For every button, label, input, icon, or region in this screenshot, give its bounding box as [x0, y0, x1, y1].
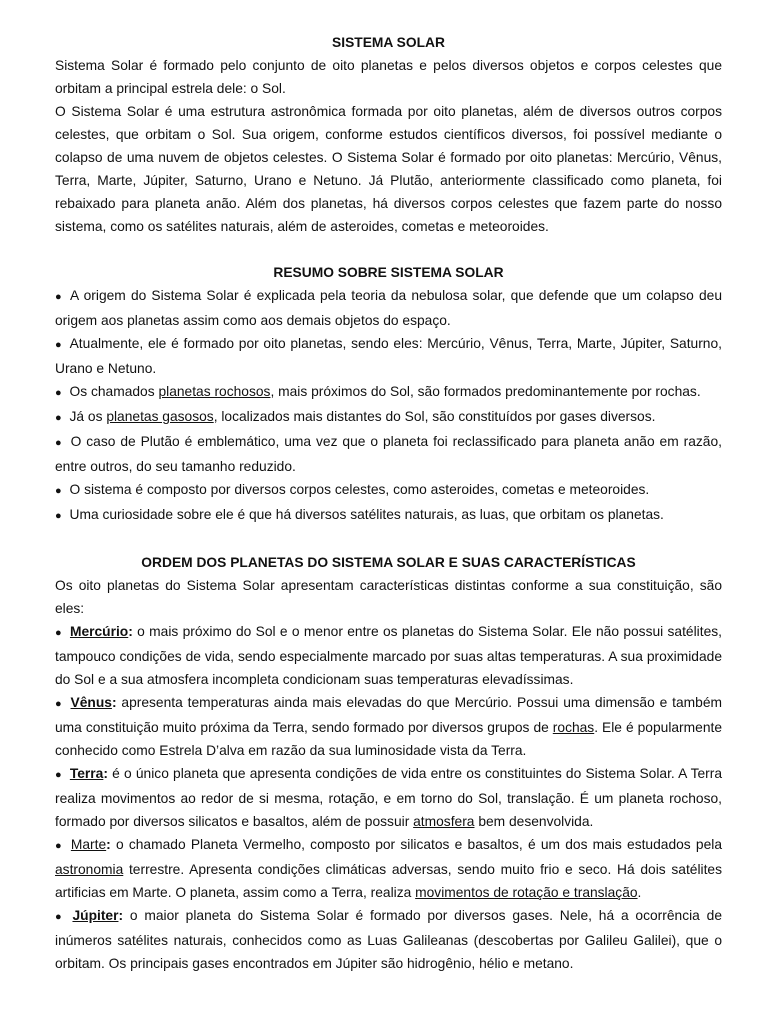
link-movimentos[interactable]: movimentos de rotação e translação [415, 885, 638, 900]
paragraph-planets-intro: Os oito planetas do Sistema Solar apresentam características distintas conforme a sua constituição, são eles: [55, 578, 722, 616]
list-item-jupiter: ● Júpiter: o maior planeta do Sistema Solar é formado por diversos gases. Nele, há a ocorrência de inúmeros satélites naturais, conhecidos como as Luas Galileanas (descobertas por Galileu Galilei), que o orbitam. Os principais gases encontrados em Júpiter são hidrogênio, hélio e metano. [55, 908, 722, 971]
list-item: ● O sistema é composto por diversos corpos celestes, como asteroides, cometas e meteoroides. [55, 478, 722, 503]
link-atmosfera[interactable]: atmosfera [413, 814, 475, 829]
list-item-mercurio: ● Mercúrio: o mais próximo do Sol e o menor entre os planetas do Sistema Solar. Ele não possui satélites, tampouco condições de vida, sendo especialmente marcado por suas altas temperaturas. A sua proximidade do Sol e a sua atmosfera incompleta condicionam suas temperaturas elevadíssimas. [55, 624, 722, 687]
list-item: ● A origem do Sistema Solar é explicada pela teoria da nebulosa solar, que defende que um colapso deu origem aos planetas assim como aos demais objetos do espaço. [55, 288, 722, 328]
list-item: ● Já os planetas gasosos, localizados mais distantes do Sol, são constituídos por gases diversos. [55, 405, 722, 430]
list-item: ● Os chamados planetas rochosos, mais próximos do Sol, são formados predominantemente por rochas. [55, 380, 722, 405]
section-title-sistema-solar: SISTEMA SOLAR [332, 35, 445, 50]
bullet-icon: ● [55, 387, 62, 399]
section-title-resumo: RESUMO SOBRE SISTEMA SOLAR [273, 265, 504, 280]
link-venus[interactable]: Vênus [70, 695, 112, 710]
list-item-venus: ● Vênus: apresenta temperaturas ainda mais elevadas do que Mercúrio. Possui uma dimensão e também uma constituição muito próxima da Terra, sendo formado por diversos grupos de rochas. Ele é popularmente conhecido como Estrela D’alva em razão da sua luminosidade vista da Terra. [55, 695, 723, 758]
list-item: ● Uma curiosidade sobre ele é que há diversos satélites naturais, as luas, que orbitam os planetas. [55, 503, 722, 528]
summary-list [55, 284, 722, 528]
spacer [55, 238, 722, 261]
link-jupiter[interactable]: Júpiter [72, 908, 119, 923]
bullet-icon: ● [55, 627, 62, 639]
spacer [55, 528, 722, 551]
bullet-icon: ● [55, 437, 62, 449]
link-terra[interactable]: Terra [69, 766, 104, 781]
bullet-icon: ● [55, 510, 62, 522]
link-marte[interactable]: Marte [70, 837, 107, 852]
link-rochas[interactable]: rochas [552, 720, 595, 735]
bullet-icon: ● [55, 412, 62, 424]
planets-list [55, 620, 722, 975]
link-mercurio[interactable]: Mercúrio [69, 624, 129, 639]
paragraph-description: O Sistema Solar é uma estrutura astronômica formada por oito planetas, além de diversos outros corpos celestes, que orbitam o Sol. Sua origem, conforme estudos científicos diversos, foi possível mediante o colapso de uma nuvem de objetos celestes. O Sistema Solar é formado por oito planetas: Mercúrio, Vênus, Terra, Marte, Júpiter, Saturno, Urano e Netuno. Já Plutão, anteriormente classificado como planeta, foi rebaixado para planeta anão. Além dos planetas, há diversos corpos celestes que fazem parte do nosso sistema, como os satélites naturais, além de asteroides, cometas e meteoroides. [55, 104, 722, 234]
link-astronomia[interactable]: astronomia [55, 862, 124, 877]
bullet-icon: ● [55, 769, 62, 781]
bullet-icon: ● [55, 291, 62, 303]
bullet-icon: ● [55, 339, 62, 351]
section-title-ordem-planetas: ORDEM DOS PLANETAS DO SISTEMA SOLAR E SUAS CARACTERÍSTICAS [141, 555, 636, 570]
bullet-icon: ● [55, 911, 62, 923]
bullet-icon: ● [55, 485, 62, 497]
paragraph-intro: Sistema Solar é formado pelo conjunto de oito planetas e pelos diversos objetos e corpos celestes que orbitam a principal estrela dele: o Sol. [55, 58, 722, 96]
list-item: ● Atualmente, ele é formado por oito planetas, sendo eles: Mercúrio, Vênus, Terra, Marte, Júpiter, Saturno, Urano e Netuno. [55, 336, 722, 376]
link-planetas-rochosos[interactable]: planetas rochosos [158, 384, 271, 399]
list-item: ● O caso de Plutão é emblemático, uma vez que o planeta foi reclassificado para planeta anão em razão, entre outros, do seu tamanho reduzido. [55, 434, 722, 474]
bullet-icon: ● [55, 840, 62, 852]
list-item-terra: ● Terra: é o único planeta que apresenta condições de vida entre os constituintes do Sistema Solar. A Terra realiza movimentos ao redor de si mesma, rotação, e em torno do Sol, translação. É um planeta rochoso, formado por diversos silicatos e basaltos, além de possuir atmosfera bem desenvolvida. [55, 766, 722, 829]
list-item-marte: ● Marte: o chamado Planeta Vermelho, composto por silicatos e basaltos, é um dos mais estudados pela astronomia terrestre. Apresenta condições climáticas adversas, sendo muito frio e seco. Há dois satélites artificias em Marte. O planeta, assim como a Terra, realiza movimentos de rotação e translação. [55, 837, 722, 900]
bullet-icon: ● [55, 698, 62, 710]
link-planetas-gasosos[interactable]: planetas gasosos [106, 409, 214, 424]
